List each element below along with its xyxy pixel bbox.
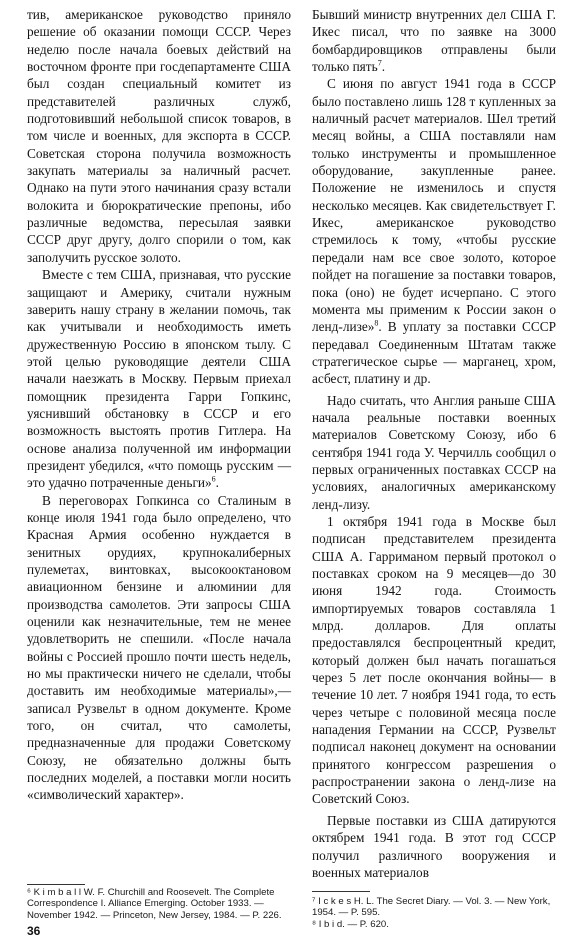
footnote-ref-6: 6 bbox=[211, 474, 216, 484]
footnote-6: ⁶ K i m b a l l W. F. Churchill and Roosevelt. The Complete Correspondence I. Alliance Emerging. October 1933. — November 1942. — Princeton, New Jersey, 1984. — P. 226. bbox=[27, 887, 282, 921]
left-paragraph-3: В переговорах Гопкинса со Сталиным в конце июля 1941 года было определено, что Красная Армия особенно нуждается в зенитных орудиях, крупнокалиберных пулеметах, винтовках, высокооктановом авиационном бензине и алюминии для производства самолетов. Эти запросы США оценили как незначительные, тем не менее удовлетворить не спешили. «После начала войны с Россией прошло почти шесть недель, но мы практически ничего не сделали, чтобы доставить им необходимые материалы»,— записал Рузвельт в одном документе. Кроме того, он считал, что самолеты, предназначенные для продажи Советскому Союзу, не обязательно должны быть последних моделей, а поставки могли носить «символический характер». bbox=[27, 492, 291, 803]
left-paragraph-1: тив, американское руководство приняло решение об оказании помощи СССР. Через неделю после начала боевых действий на восточном фронте при госдепартаменте США был создан специальный комитет из представителей различных служб, подготовивший небольшой список товаров, в том числе и военных, для экспорта в СССР. Советская сторона получила возможность закупать материалы за наличный расчет. Однако на пути этого начинания сразу встали волокита и бюрократические препоны, ибо различные ведомства, пересылая заявки СССР друг другу, долго спорили о том, как заполучить русское золото. bbox=[27, 7, 291, 265]
right-paragraph-2-end: . В уплату за поставки СССР передавал Соединенным Штатам также стратегическое сырье — марганец, хром, асбест, платину и др. bbox=[312, 319, 556, 387]
left-paragraph-2-text: Вместе с тем США, признавая, что русские защищают и Америку, считали нужным заверить нашу страну в желании помочь, так как учитывали и необходимость иметь дружественную Россию в японском тылу. С этой целью руководящие деятели США начали наезжать в Москву. Первым приехал помощник президента Гарри Гопкинс, уяснивший обстановку в СССР и его возможность выстоять против Гитлера. На основе анализа полученной им информации президент убедился, «что помощь русским — это удачно потраченные деньги» bbox=[27, 267, 291, 491]
footnote-7: ⁷ I c k e s H. L. The Secret Diary. — Vol. 3. — New York, 1954. — P. 595. bbox=[312, 896, 551, 919]
right-paragraph-3: Надо считать, что Англия раньше США начала реальные поставки военных материалов Советскому Союзу, ибо 6 сентября 1941 года У. Черчилль сообщил о первых ограниченных поставках СССР на условиях, аналогичных американскому ленд-лизу. bbox=[312, 392, 556, 512]
right-paragraph-2 bbox=[312, 75, 556, 387]
right-paragraph-1-text: Бывший министр внутренних дел США Г. Икес писал, что по заявке на 3000 бомбардировщиков отправлены были только пять bbox=[312, 7, 556, 75]
page-number: 36 bbox=[27, 924, 41, 938]
left-column bbox=[27, 6, 291, 804]
footnote-divider-left bbox=[27, 884, 85, 885]
right-paragraph-5: Первые поставки из США датируются октябрем 1941 года. В этот год СССР получил различного вооружения и военных материалов bbox=[312, 812, 556, 880]
left-paragraph-2 bbox=[27, 266, 291, 491]
right-paragraph-1-end: . bbox=[381, 59, 386, 75]
footnote-8: ⁸ I b i d. — P. 620. bbox=[312, 919, 389, 930]
left-paragraph-2-end: . bbox=[215, 475, 219, 491]
footnote-ref-7: 7 bbox=[377, 58, 382, 68]
right-column bbox=[312, 6, 556, 881]
right-paragraph-2-text: С июня по август 1941 года в СССР было поставлено лишь 128 т купленных за наличный расчет материалов. Шел третий месяц войны, а США поставляли нам только инструменты и промышленное оборудование, закупленные ранее. Положение не изменилось и спустя несколько месяцев. Как свидетельствует Г. Икес, американское руководство стремилось к тому, «чтобы русские передали нам все свое золото, которое пойдет на погашение за поставки товаров, пока (оно) не будет исчерпано. С этого момента мы применим к России закон о ленд-лизе» bbox=[312, 76, 556, 335]
right-paragraph-1 bbox=[312, 6, 556, 75]
footnote-divider-right bbox=[312, 891, 370, 892]
right-paragraph-4: 1 октября 1941 года в Москве был подписан представителем президента США А. Гарриманом первый протокол о поставках сроком на 9 месяцев—до 30 июня 1942 года. Стоимость импортируемых товаров составляла 1 млрд. долларов. Для оплаты предоставлялся беспроцентный кредит, который должен был начать погашаться через 5 лет после окончания войны— в течение 10 лет. 7 ноября 1941 года, то есть через четыре с половиной месяца после нападения Германии на СССР, Рузвельт подписал наконец документ на основании принятого конгрессом разрешения о распространении закона о ленд-лизе на Советский Союз. bbox=[312, 513, 556, 807]
footnote-ref-8: 8 bbox=[374, 318, 379, 328]
